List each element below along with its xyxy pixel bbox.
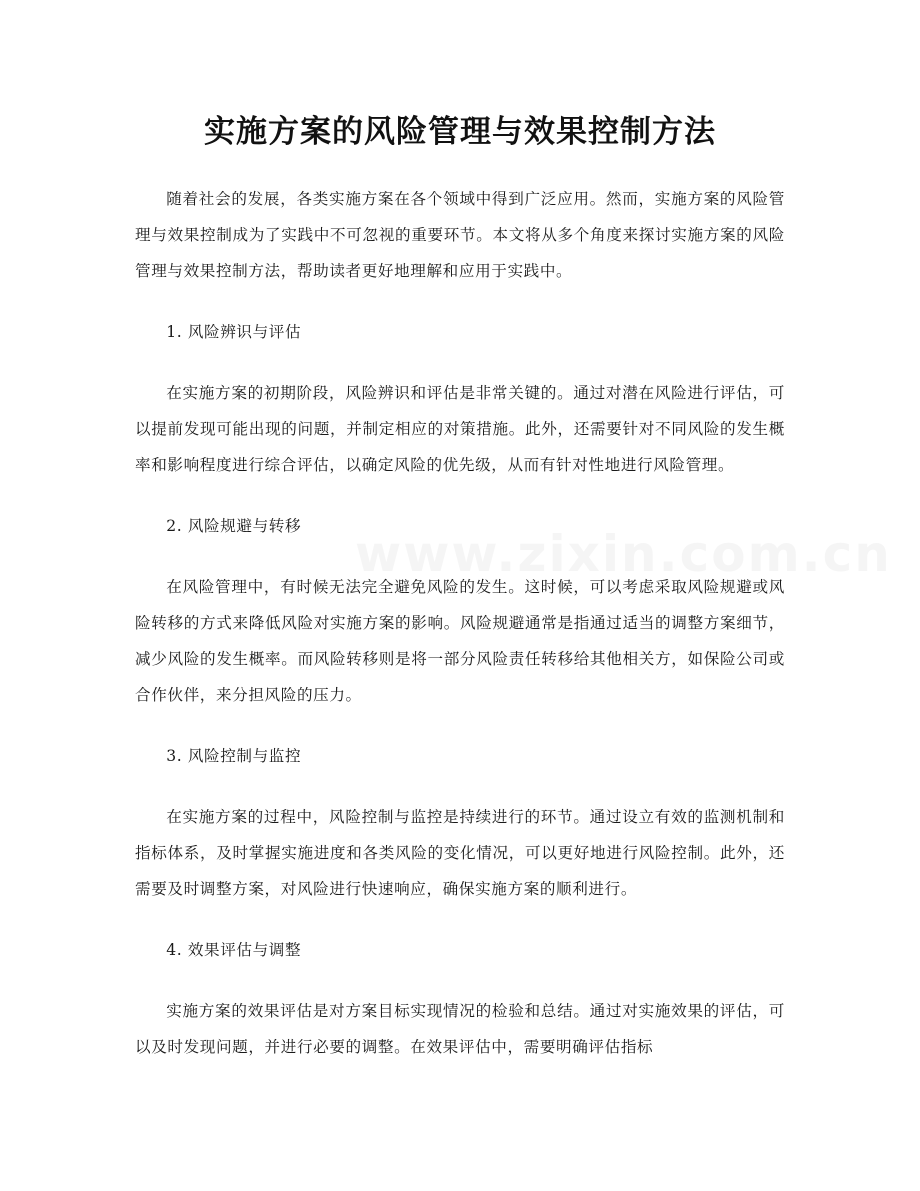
section-1-heading: 1. 风险辨识与评估 xyxy=(166,323,302,341)
section-4-heading: 4. 效果评估与调整 xyxy=(166,941,302,959)
page-title: 实施方案的风险管理与效果控制方法 xyxy=(204,114,716,150)
section-3-paragraph: 在实施方案的过程中，风险控制与监控是持续进行的环节。通过设立有效的监测机制和指标体系，及时掌握实施进度和各类风险的变化情况，可以更好地进行风险控制。此外，还需要及时调整方案，对风险进行快速响应，确保实施方案的顺利进行。 xyxy=(135,808,785,898)
section-2-heading: 2. 风险规避与转移 xyxy=(166,517,302,535)
section-1-paragraph: 在实施方案的初期阶段，风险辨识和评估是非常关键的。通过对潜在风险进行评估，可以提前发现可能出现的问题，并制定相应的对策措施。此外，还需要针对不同风险的发生概率和影响程度进行综合评估，以确定风险的优先级，从而有针对性地进行风险管理。 xyxy=(135,384,785,474)
document-body xyxy=(135,181,785,1090)
watermark: www.zixin.com.cn xyxy=(355,525,892,583)
intro-paragraph: 随着社会的发展，各类实施方案在各个领域中得到广泛应用。然而，实施方案的风险管理与效果控制成为了实践中不可忽视的重要环节。本文将从多个角度来探讨实施方案的风险管理与效果控制方法，帮助读者更好地理解和应用于实践中。 xyxy=(135,190,785,280)
section-4-paragraph: 实施方案的效果评估是对方案目标实现情况的检验和总结。通过对实施效果的评估，可以及时发现问题，并进行必要的调整。在效果评估中，需要明确评估指标 xyxy=(135,1002,785,1056)
section-2-paragraph: 在风险管理中，有时候无法完全避免风险的发生。这时候，可以考虑采取风险规避或风险转移的方式来降低风险对实施方案的影响。风险规避通常是指通过适当的调整方案细节，减少风险的发生概率。而风险转移则是将一部分风险责任转移给其他相关方，如保险公司或合作伙伴，来分担风险的压力。 xyxy=(135,578,785,704)
section-3-heading: 3. 风险控制与监控 xyxy=(166,747,302,765)
